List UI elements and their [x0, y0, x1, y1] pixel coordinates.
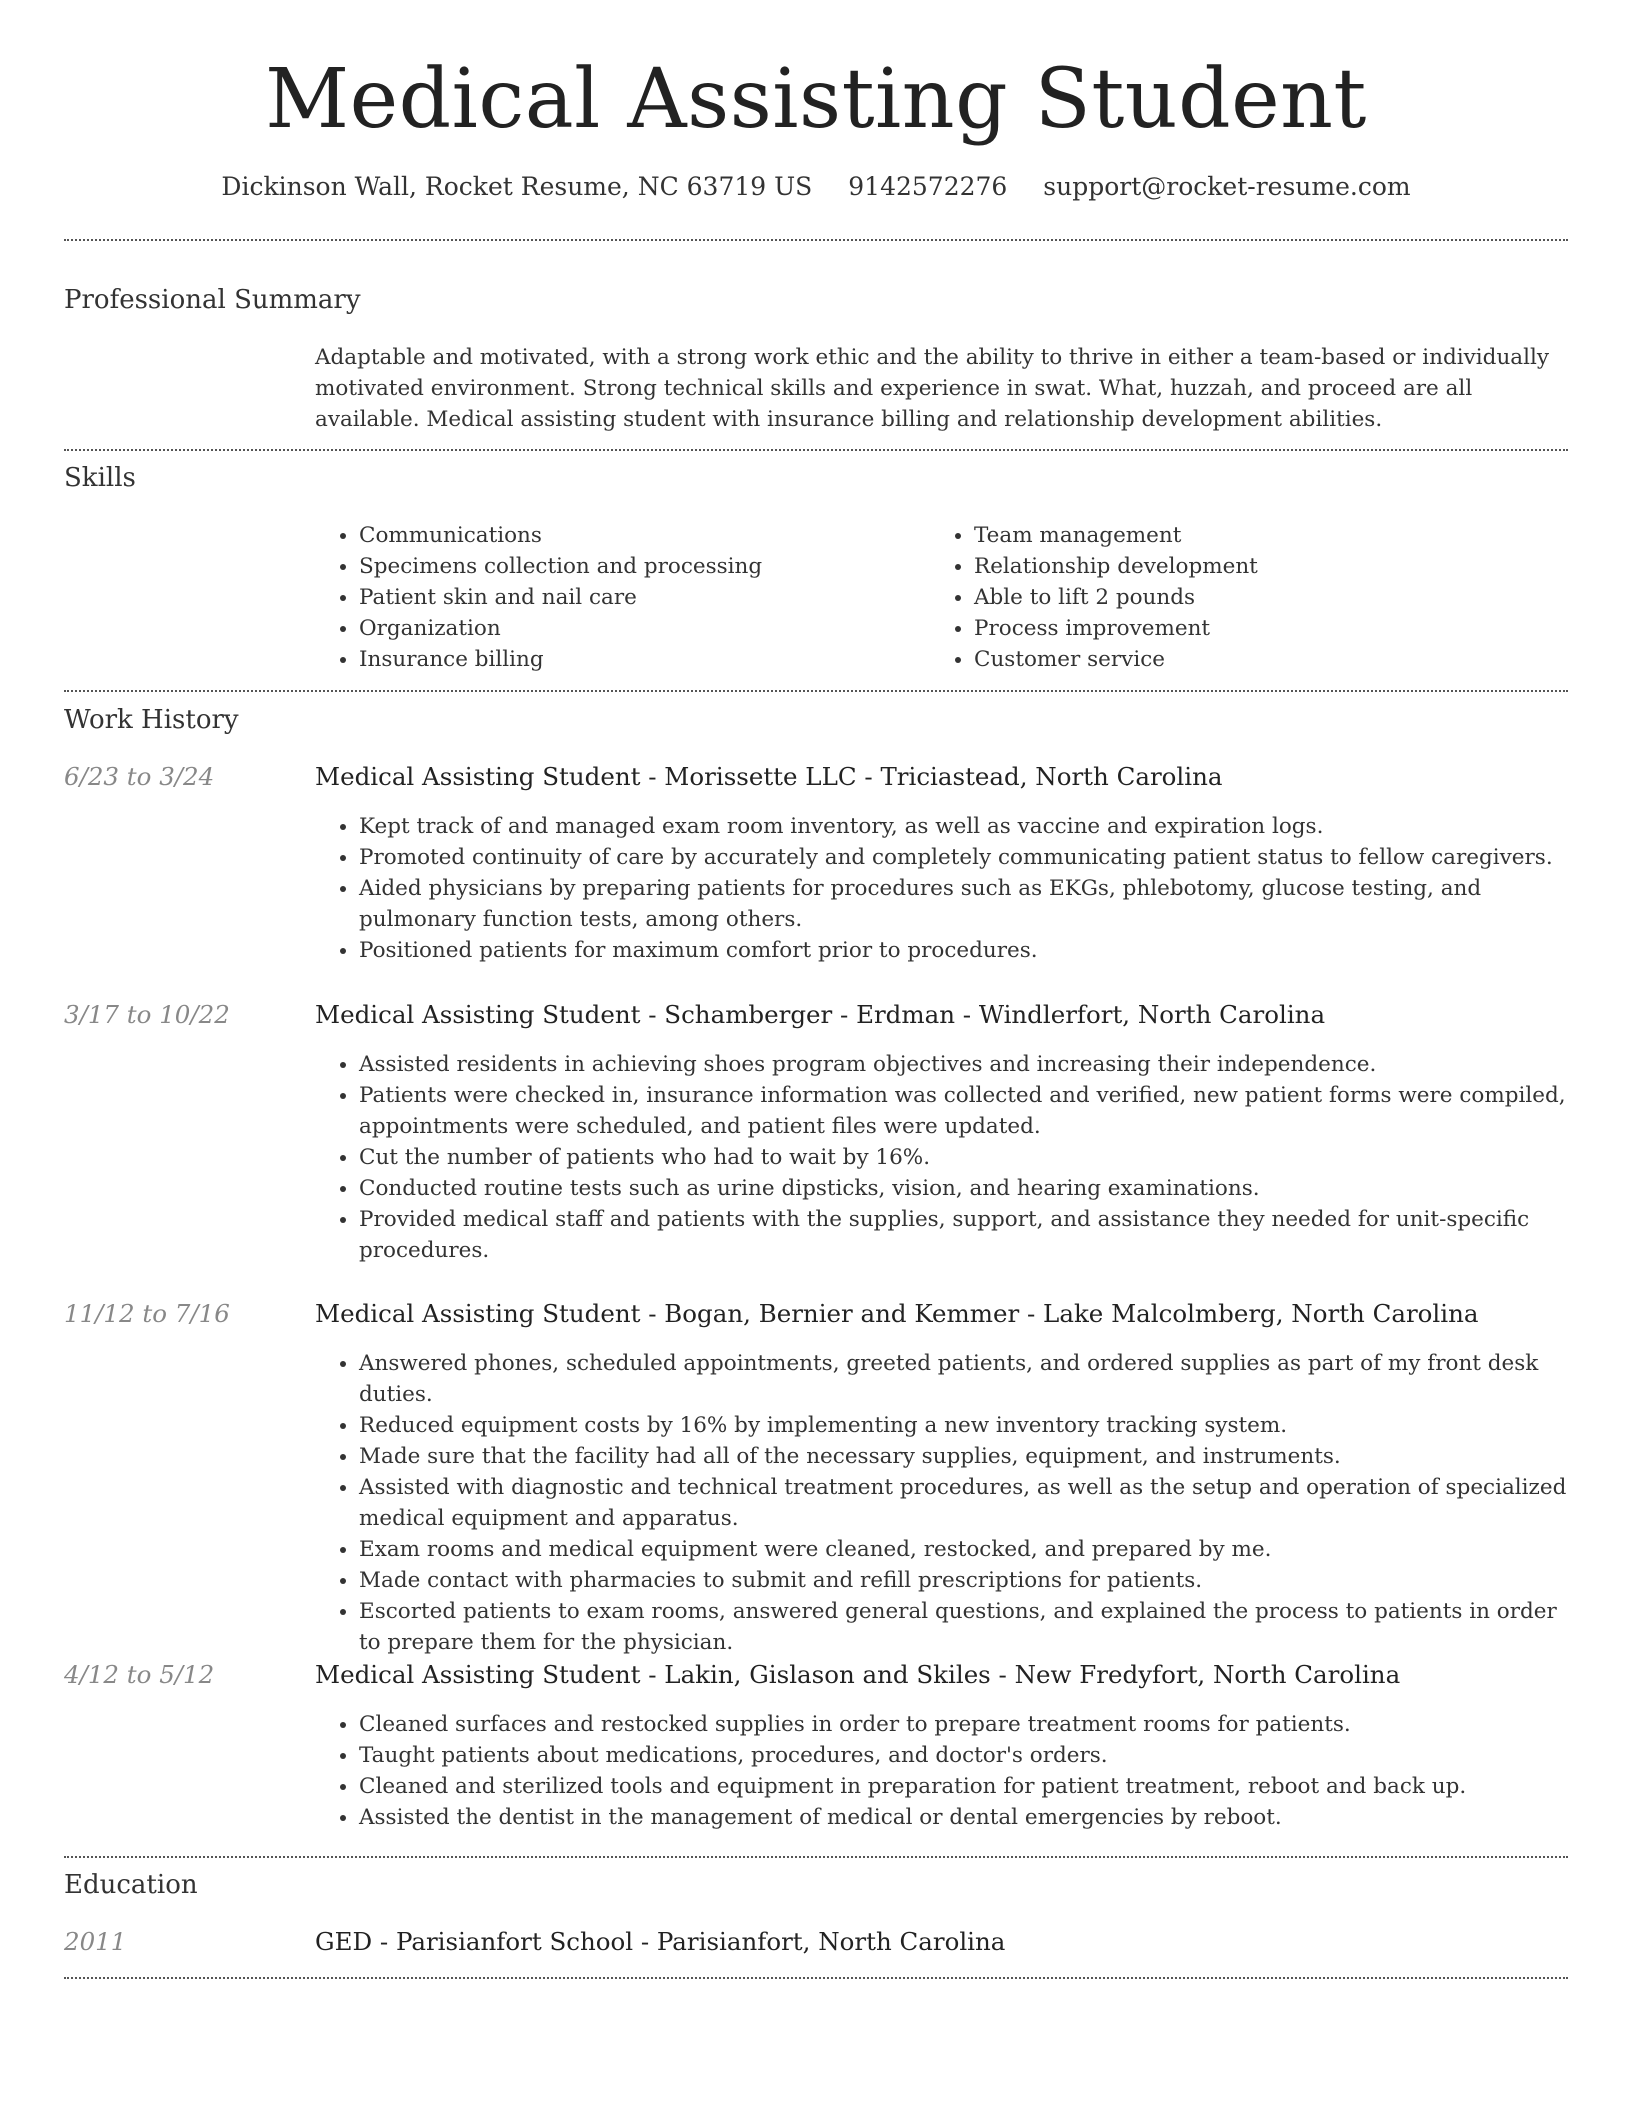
job-dates: 3/17 to 10/22: [64, 1000, 230, 1029]
skills-column-right: [930, 520, 1570, 675]
job-bullet: • Escorted patients to exam rooms, answered general questions, and explained the process to patients in order to prepare them for the physician.: [359, 1596, 1570, 1658]
job-bullets: [315, 1348, 1570, 1658]
job-heading: Medical Assisting Student - Schamberger - Erdman - Windlerfort, North Carolina: [315, 1000, 1326, 1029]
job-bullet: • Answered phones, scheduled appointments, greeted patients, and ordered supplies as part of my front desk duties.: [359, 1348, 1570, 1410]
job-heading: Medical Assisting Student - Morissette LLC - Triciastead, North Carolina: [315, 762, 1223, 791]
education-year: 2011: [64, 1927, 127, 1956]
job-bullets: [315, 1709, 1570, 1833]
job-bullet: • Assisted the dentist in the management of medical or dental emergencies by reboot.: [359, 1802, 1570, 1833]
education-entry: GED - Parisianfort School - Parisianfort, North Carolina: [315, 1927, 1006, 1956]
job-bullet: • Made contact with pharmacies to submit and refill prescriptions for patients.: [359, 1565, 1570, 1596]
skill-item: • Insurance billing: [359, 644, 915, 675]
skill-item: • Process improvement: [974, 613, 1570, 644]
divider: [64, 239, 1568, 241]
summary-text: Adaptable and motivated, with a strong work ethic and the ability to thrive in either a team-based or individually motivated environment. Strong technical skills and experience in swat. What, huzzah, and proceed are all available. Medical assisting student with insurance billing and relationship development abilities.: [315, 345, 1550, 432]
job-bullet: • Provided medical staff and patients with the supplies, support, and assistance they needed for unit-specific procedures.: [359, 1204, 1570, 1266]
job-dates: 4/12 to 5/12: [64, 1660, 215, 1689]
divider: [64, 1977, 1568, 1979]
job-heading: Medical Assisting Student - Lakin, Gislason and Skiles - New Fredyfort, North Carolina: [315, 1660, 1401, 1689]
skill-item: • Relationship development: [974, 551, 1570, 582]
skill-item: • Communications: [359, 520, 915, 551]
job-bullet: • Positioned patients for maximum comfort prior to procedures.: [359, 935, 1570, 966]
skill-item: • Able to lift 2 pounds: [974, 582, 1570, 613]
job-bullet: • Assisted with diagnostic and technical treatment procedures, as well as the setup and operation of specialized medical equipment and apparatus.: [359, 1472, 1570, 1534]
job-bullet: • Reduced equipment costs by 16% by implementing a new inventory tracking system.: [359, 1410, 1570, 1441]
candidate-name: Medical Assisting Student: [265, 52, 1367, 147]
skills-column-left: [315, 520, 915, 675]
divider: [64, 690, 1568, 692]
contact-phone: 9142572276: [848, 172, 1008, 201]
job-bullet: • Taught patients about medications, procedures, and doctor's orders.: [359, 1740, 1570, 1771]
divider: [64, 449, 1568, 451]
job-bullet: • Made sure that the facility had all of the necessary supplies, equipment, and instruments.: [359, 1441, 1570, 1472]
job-bullet: • Kept track of and managed exam room inventory, as well as vaccine and expiration logs.: [359, 811, 1570, 842]
skill-item: • Team management: [974, 520, 1570, 551]
contact-address: Dickinson Wall, Rocket Resume, NC 63719 US: [221, 172, 813, 201]
skill-item: • Customer service: [974, 644, 1570, 675]
skill-item: • Patient skin and nail care: [359, 582, 915, 613]
divider: [64, 1856, 1568, 1858]
job-bullet: • Patients were checked in, insurance information was collected and verified, new patient forms were compiled, appointments were scheduled, and patient files were updated.: [359, 1080, 1570, 1142]
job-bullet: • Aided physicians by preparing patients for procedures such as EKGs, phlebotomy, glucose testing, and pulmonary function tests, among others.: [359, 873, 1570, 935]
job-bullet: • Promoted continuity of care by accurately and completely communicating patient status to fellow caregivers.: [359, 842, 1570, 873]
job-dates: 11/12 to 7/16: [64, 1299, 230, 1328]
skill-item: • Organization: [359, 613, 915, 644]
contact-line: [0, 170, 1632, 204]
job-bullet: • Cut the number of patients who had to wait by 16%.: [359, 1142, 1570, 1173]
job-bullet: • Assisted residents in achieving shoes program objectives and increasing their independence.: [359, 1049, 1570, 1080]
section-title-work-history: Work History: [64, 705, 239, 735]
job-bullets: [315, 1049, 1570, 1266]
job-bullet: • Cleaned and sterilized tools and equipment in preparation for patient treatment, reboot and back up.: [359, 1771, 1570, 1802]
job-bullets: [315, 811, 1570, 966]
section-title-education: Education: [64, 1870, 198, 1900]
job-dates: 6/23 to 3/24: [64, 762, 215, 791]
contact-email: support@rocket-resume.com: [1043, 172, 1411, 201]
job-bullet: • Conducted routine tests such as urine dipsticks, vision, and hearing examinations.: [359, 1173, 1570, 1204]
job-heading: Medical Assisting Student - Bogan, Bernier and Kemmer - Lake Malcolmberg, North Carolina: [315, 1299, 1479, 1328]
section-title-summary: Professional Summary: [64, 285, 361, 315]
section-title-skills: Skills: [64, 463, 136, 493]
skill-item: • Specimens collection and processing: [359, 551, 915, 582]
job-bullet: • Exam rooms and medical equipment were cleaned, restocked, and prepared by me.: [359, 1534, 1570, 1565]
job-bullet: • Cleaned surfaces and restocked supplies in order to prepare treatment rooms for patients.: [359, 1709, 1570, 1740]
